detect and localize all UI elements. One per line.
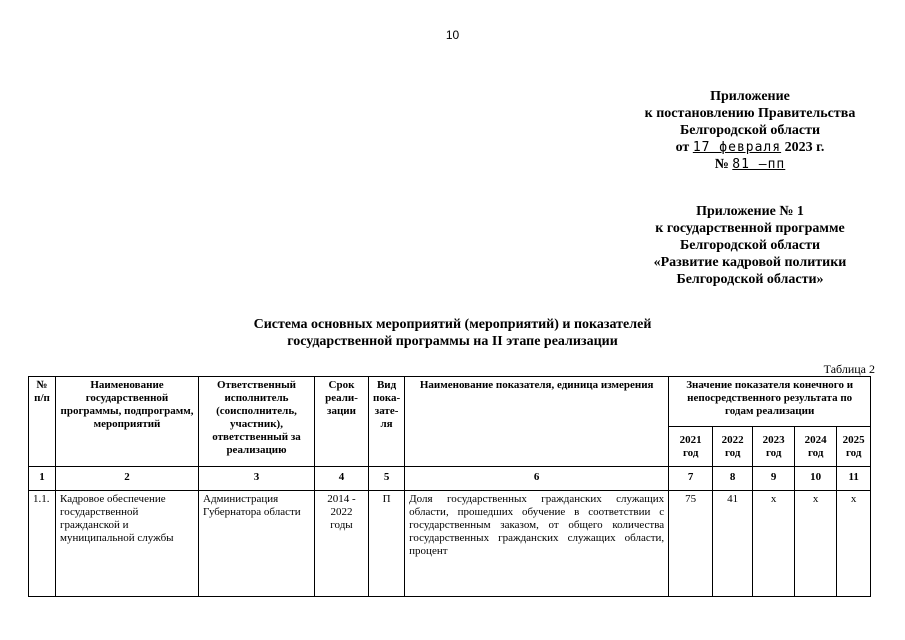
header-year-2023: 2023 год [753, 427, 795, 467]
decree-date-handwritten: 17 февраля [692, 140, 782, 155]
row-value-2025: х [837, 491, 871, 597]
column-number: 3 [199, 467, 315, 491]
column-number: 8 [713, 467, 753, 491]
row-term: 2014 - 2022 годы [315, 491, 369, 597]
header-name: Наименование государственной программы, подпрограмм, мероприятий [56, 377, 199, 467]
column-number: 1 [29, 467, 56, 491]
header-executor: Ответственный исполнитель (соисполнитель, участник), ответственный за реализацию [199, 377, 315, 467]
header-term: Срок реали-зации [315, 377, 369, 467]
appendix-decree-line1: Приложение [710, 89, 790, 104]
column-number: 5 [369, 467, 405, 491]
appendix-decree-line2: к постановлению Правительства [644, 106, 856, 121]
header-year-2021: 2021 год [669, 427, 713, 467]
column-number: 4 [315, 467, 369, 491]
header-year-2025: 2025 год [837, 427, 871, 467]
decree-number-prefix: № [714, 157, 729, 172]
row-indicator: Доля государственных гражданских служащих области, прошедших обучение в соответствии с государственным заказом, от общего количества государственных гражданских служащих области, процент [405, 491, 669, 597]
appendix-decree-line3: Белгородской области [679, 123, 821, 138]
column-number: 6 [405, 467, 669, 491]
row-value-2022: 41 [713, 491, 753, 597]
header-indicator: Наименование показателя, единица измерения [405, 377, 669, 467]
appendix-program-line1: Приложение № 1 [696, 204, 804, 219]
appendix-program-line3: Белгородской области [679, 238, 821, 253]
decree-date-prefix: от [675, 140, 690, 155]
header-year-2022: 2022 год [713, 427, 753, 467]
table-caption: Таблица 2 [823, 362, 875, 376]
decree-date-suffix: 2023 г. [784, 140, 825, 155]
row-value-2021: 75 [669, 491, 713, 597]
table-row [29, 491, 871, 597]
header-values-group: Значение показателя конечного и непосредственного результата по годам реализации [669, 377, 871, 427]
decree-number [600, 156, 900, 173]
column-number-row [29, 467, 871, 491]
header-num: № п/п [29, 377, 56, 467]
row-value-2023: х [753, 491, 795, 597]
decree-number-handwritten: 81 –пп [732, 157, 786, 172]
row-value-2024: х [795, 491, 837, 597]
decree-date [600, 139, 900, 156]
appendix-program-line4: «Развитие кадровой политики [653, 255, 847, 270]
measures-table [28, 376, 871, 597]
row-executor: Администрация Губернатора области [199, 491, 315, 597]
column-number: 10 [795, 467, 837, 491]
appendix-program-line5: Белгородской области» [676, 272, 824, 287]
document-title [180, 316, 725, 350]
row-type: П [369, 491, 405, 597]
column-number: 11 [837, 467, 871, 491]
row-num: 1.1. [29, 491, 56, 597]
appendix-program-line2: к государственной программе [655, 221, 845, 236]
title-line1: Система основных мероприятий (мероприятий) и показателей [253, 317, 652, 332]
column-number: 2 [56, 467, 199, 491]
column-number: 9 [753, 467, 795, 491]
title-line2: государственной программы на II этапе реализации [287, 334, 618, 349]
column-number: 7 [669, 467, 713, 491]
page-number: 10 [445, 28, 460, 42]
header-year-2024: 2024 год [795, 427, 837, 467]
row-name: Кадровое обеспечение государственной гражданской и муниципальной службы [56, 491, 199, 597]
header-type: Вид пока-зате-ля [369, 377, 405, 467]
